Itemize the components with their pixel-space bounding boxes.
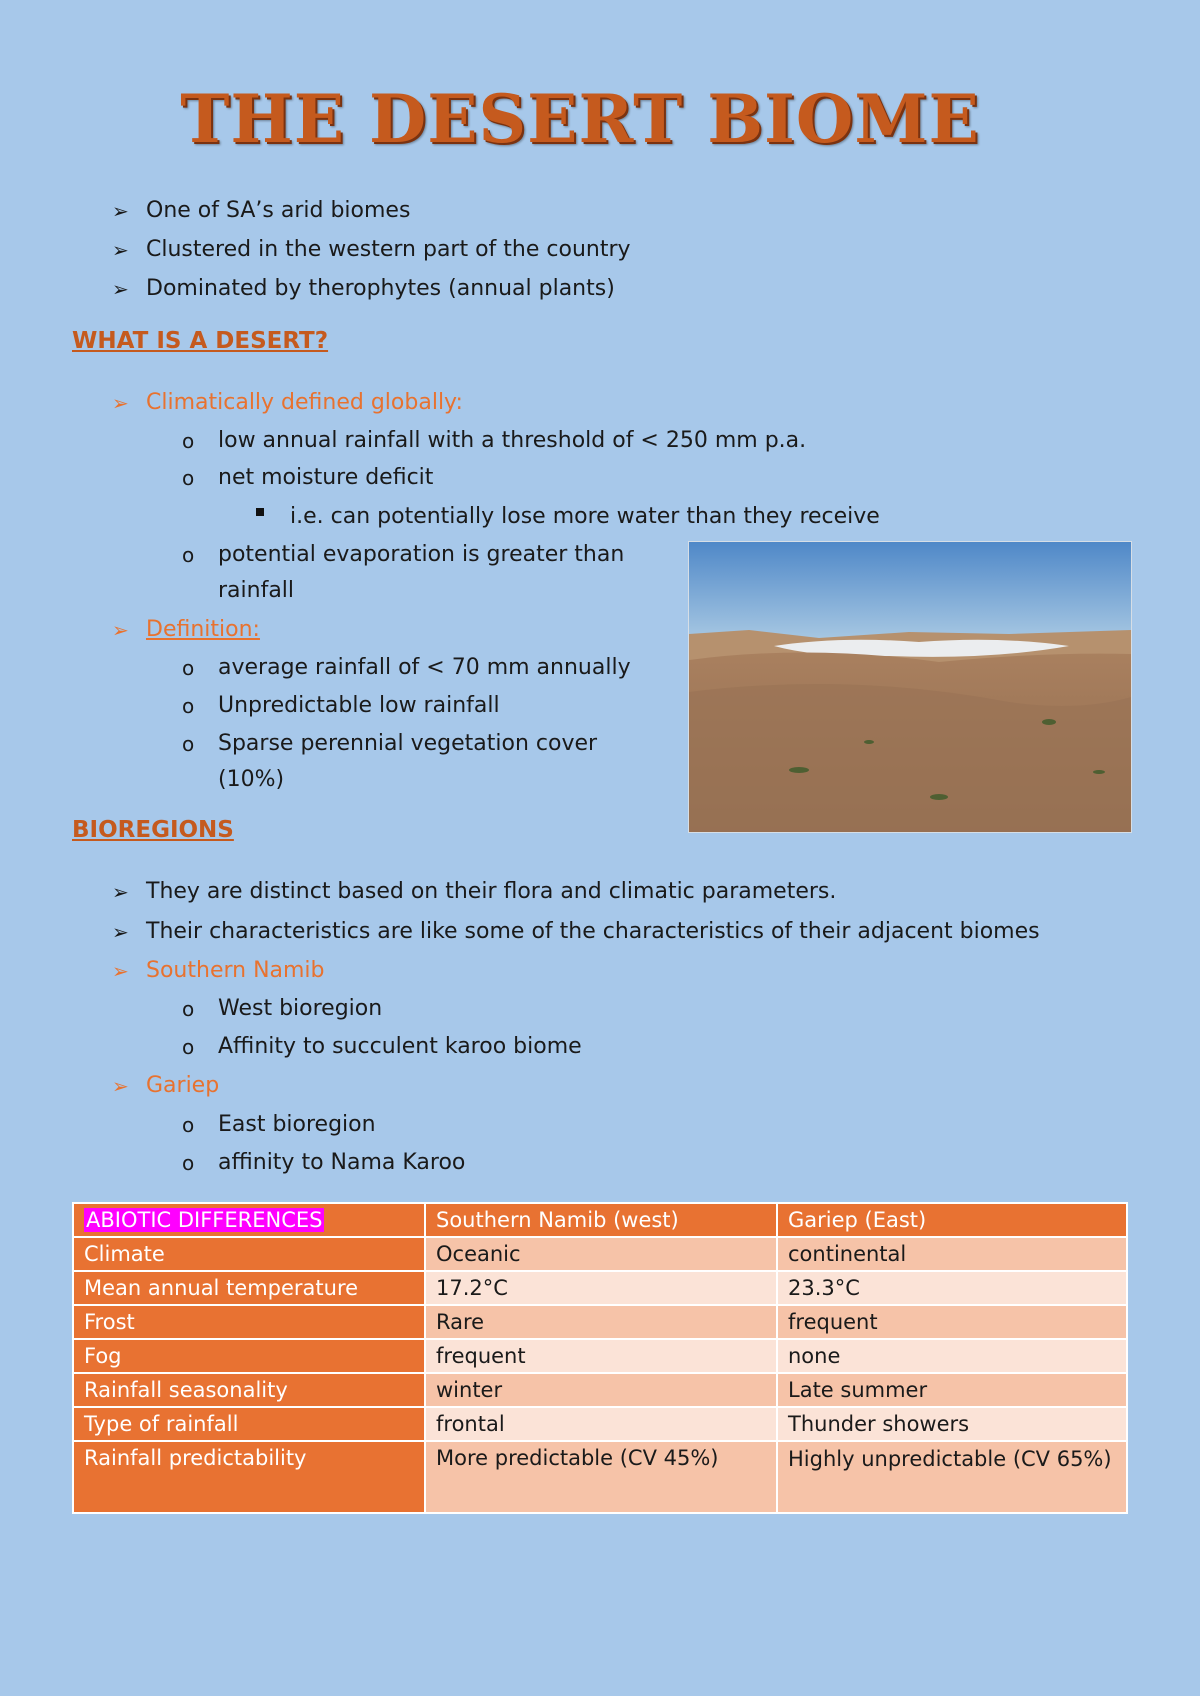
table-cell: winter <box>425 1373 777 1407</box>
arrow-bullet-icon: ➢ <box>112 959 129 983</box>
circle-bullet-icon: o <box>182 656 195 680</box>
table-cell: 23.3°C <box>777 1271 1127 1305</box>
circle-bullet-icon: o <box>182 997 195 1021</box>
circle-bullet-icon: o <box>182 429 195 453</box>
table-cell: Oceanic <box>425 1237 777 1271</box>
table-header-cell: ABIOTIC DIFFERENCES <box>73 1203 425 1237</box>
circle-bullet-icon: o <box>182 1035 195 1059</box>
table-cell: frequent <box>777 1305 1127 1339</box>
arrow-bullet-icon: ➢ <box>112 1074 129 1098</box>
table-cell: Fog <box>73 1339 425 1373</box>
arrow-bullet-icon: ➢ <box>112 199 129 223</box>
table-cell: Rainfall seasonality <box>73 1373 425 1407</box>
desert-landscape-image <box>688 541 1132 833</box>
circle-bullet-icon: o <box>182 694 195 718</box>
table-header-cell: Gariep (East) <box>777 1203 1127 1237</box>
table-cell: frequent <box>425 1339 777 1373</box>
arrow-bullet-icon: ➢ <box>112 920 129 944</box>
table-row <box>73 1305 1127 1339</box>
table-row <box>73 1339 1127 1373</box>
table-row <box>73 1373 1127 1407</box>
section-heading-bioregions: BIOREGIONS <box>72 817 234 843</box>
table-header-row <box>73 1203 1127 1237</box>
circle-bullet-icon: o <box>182 466 195 490</box>
table-cell: Type of rainfall <box>73 1407 425 1441</box>
arrow-bullet-icon: ➢ <box>112 277 129 301</box>
table-cell: frontal <box>425 1407 777 1441</box>
arrow-bullet-icon: ➢ <box>112 238 129 262</box>
arrow-bullet-icon: ➢ <box>112 391 129 415</box>
section-heading-desert: WHAT IS A DESERT? <box>72 328 329 354</box>
table-cell: continental <box>777 1237 1127 1271</box>
page-title: THE DESERT BIOME <box>180 80 980 158</box>
table-cell: Mean annual temperature <box>73 1271 425 1305</box>
abiotic-differences-table <box>72 1202 1128 1514</box>
table-cell: Frost <box>73 1305 425 1339</box>
square-bullet-icon <box>256 508 264 516</box>
table-row <box>73 1441 1127 1513</box>
table-cell: none <box>777 1339 1127 1373</box>
circle-bullet-icon: o <box>182 1113 195 1137</box>
arrow-bullet-icon: ➢ <box>112 880 129 904</box>
table-cell: Climate <box>73 1237 425 1271</box>
arrow-bullet-icon: ➢ <box>112 618 129 642</box>
table-row <box>73 1237 1127 1271</box>
table-cell: More predictable (CV 45%) <box>425 1441 777 1513</box>
table-row <box>73 1407 1127 1441</box>
table-row <box>73 1271 1127 1305</box>
circle-bullet-icon: o <box>182 1151 195 1175</box>
table-cell: Thunder showers <box>777 1407 1127 1441</box>
table-cell: Rainfall predictability <box>73 1441 425 1513</box>
table-cell: 17.2°C <box>425 1271 777 1305</box>
table-cell: Rare <box>425 1305 777 1339</box>
table-cell: Highly unpredictable (CV 65%) <box>777 1441 1127 1513</box>
table-header-cell: Southern Namib (west) <box>425 1203 777 1237</box>
circle-bullet-icon: o <box>182 543 195 567</box>
circle-bullet-icon: o <box>182 732 195 756</box>
table-cell: Late summer <box>777 1373 1127 1407</box>
